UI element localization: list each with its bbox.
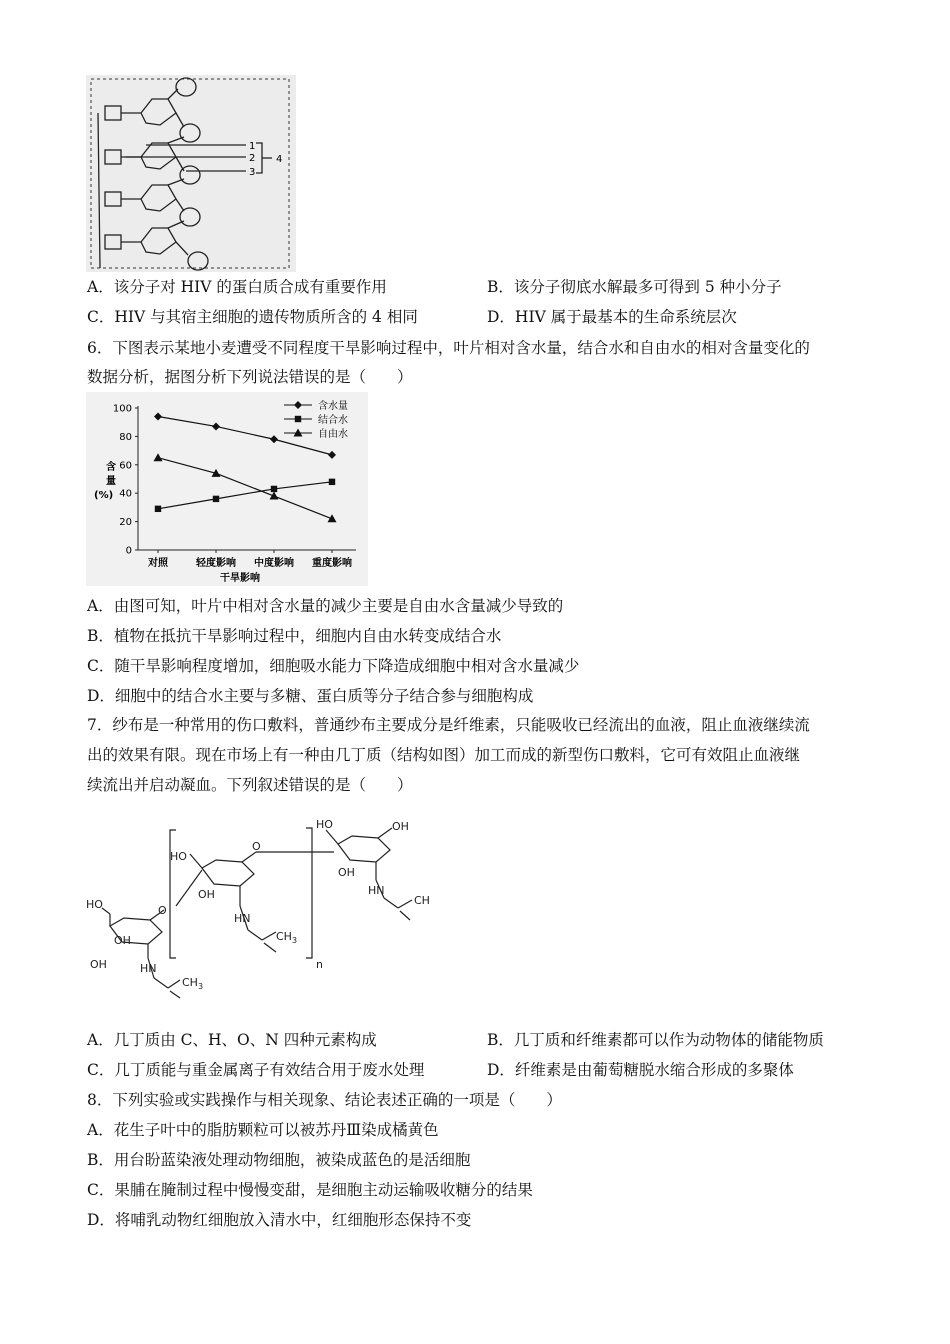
q7-option-b[interactable]: B．几丁质和纤维素都可以作为动物体的储能物质 (487, 1031, 824, 1049)
q7-option-c[interactable]: C．几丁质能与重金属离子有效结合用于废水处理 (87, 1061, 425, 1079)
legend-label: 含水量 (318, 401, 348, 412)
ho-label: HO (316, 818, 333, 831)
data-point (270, 492, 279, 500)
x-tick-label: 重度影响 (312, 558, 352, 569)
o-label: O (252, 840, 261, 853)
hn-label: HN (368, 884, 385, 897)
q5-option-d[interactable]: D．HIV 属于最基本的生命系统层次 (487, 308, 737, 326)
legend-label: 自由水 (318, 429, 348, 440)
q8-option-c[interactable]: C．果脯在腌制过程中慢慢变甜，是细胞主动运输吸收糖分的结果 (87, 1181, 533, 1199)
data-point (212, 422, 220, 430)
data-point (271, 486, 277, 492)
q6-stem-line-2: 数据分析，据图分析下列说法错误的是（ ） (87, 368, 413, 386)
legend-marker (294, 401, 302, 409)
q6-option-b[interactable]: B．植物在抵抗干旱影响过程中，细胞内自由水转变成结合水 (87, 627, 502, 645)
ch3-label: $CH_3$ (182, 976, 204, 991)
q5-option-a[interactable]: A．该分子对 HIV 的蛋白质合成有重要作用 (87, 278, 387, 296)
ho-label: HO (170, 850, 187, 863)
q7-stem-line-2: 出的效果有限。现在市场上有一种由几丁质（结构如图）加工而成的新型伤口敷料，它可有效阻止血液继 (87, 746, 801, 764)
oh-label: OH (338, 866, 355, 879)
x-tick-label: 轻度影响 (196, 558, 236, 569)
y-tick-label: 60 (119, 460, 132, 472)
series-line-3 (158, 458, 332, 519)
x-tick-label: 对照 (148, 558, 168, 569)
x-axis-title: 干旱影响 (220, 573, 260, 584)
chitin-structure-figure (80, 808, 450, 1013)
oh-label: OH (198, 888, 215, 901)
series-line-2 (158, 482, 332, 509)
q7-stem-line-1: 7．纱布是一种常用的伤口敷料，普通纱布主要成分是纤维素，只能吸收已经流出的血液，阻止血液继续流 (87, 716, 810, 734)
y-tick-label: 80 (119, 431, 132, 443)
label-2: 2 (249, 153, 256, 164)
q8-option-a[interactable]: A．花生子叶中的脂肪颗粒可以被苏丹Ⅲ染成橘黄色 (87, 1121, 439, 1139)
y-tick-label: 100 (112, 403, 132, 415)
q7-stem-line-3: 续流出并启动凝血。下列叙述错误的是（ ） (87, 776, 413, 794)
data-point (328, 514, 337, 522)
legend-marker (295, 416, 301, 422)
ho-label: HO (86, 898, 103, 911)
hn-label: HN (140, 962, 157, 975)
data-point (329, 479, 335, 485)
data-point (270, 435, 278, 443)
q7-option-a[interactable]: A．几丁质由 C、H、O、N 四种元素构成 (87, 1031, 377, 1049)
legend-label: 结合水 (318, 415, 348, 426)
label-4: 4 (276, 154, 283, 165)
label-3: 3 (249, 167, 256, 178)
q8-stem: 8．下列实验或实践操作与相关现象、结论表述正确的一项是（ ） (87, 1091, 562, 1109)
data-point (154, 453, 163, 461)
oh-label: OH (114, 934, 131, 947)
q6-option-a[interactable]: A．由图可知，叶片中相对含水量的减少主要是自由水含量减少导致的 (87, 597, 564, 615)
oh-label: OH (392, 820, 409, 833)
label-1: 1 (249, 141, 256, 152)
q6-stem-line-1: 6．下图表示某地小麦遭受不同程度干旱影响过程中，叶片相对含水量，结合水和自由水的相对含量变化的 (87, 339, 810, 357)
y-tick-label: 0 (125, 545, 132, 557)
series-line-1 (158, 417, 332, 455)
data-point (155, 506, 161, 512)
q8-option-d[interactable]: D．将哺乳动物红细胞放入清水中，红细胞形态保持不变 (87, 1211, 472, 1229)
ch-label: CH (414, 894, 430, 907)
data-point (213, 496, 219, 502)
water-content-chart (86, 392, 368, 586)
y-label-char-2: 量 (106, 476, 116, 487)
data-point (328, 451, 336, 459)
q8-option-b[interactable]: B．用台盼蓝染液处理动物细胞，被染成蓝色的是活细胞 (87, 1151, 471, 1169)
y-tick-label: 20 (119, 517, 132, 529)
q7-option-d[interactable]: D．纤维素是由葡萄糖脱水缩合形成的多聚体 (487, 1061, 794, 1079)
y-tick-label: 40 (119, 488, 132, 500)
hn-label: HN (234, 912, 251, 925)
y-label-unit: (%) (94, 490, 114, 501)
data-point (154, 413, 162, 421)
rna-structure-figure (86, 75, 296, 272)
o-label: O (158, 904, 167, 917)
x-tick-label: 中度影响 (254, 558, 294, 569)
ch3-label: $CH_3$ (276, 930, 298, 945)
oh-label: OH (90, 958, 107, 971)
q6-option-c[interactable]: C．随干旱影响程度增加，细胞吸水能力下降造成细胞中相对含水量减少 (87, 657, 580, 675)
q6-option-d[interactable]: D．细胞中的结合水主要与多糖、蛋白质等分子结合参与细胞构成 (87, 687, 534, 705)
q5-option-c[interactable]: C．HIV 与其宿主细胞的遗传物质所含的 4 相同 (87, 308, 418, 326)
n-subscript-label: n (316, 958, 323, 971)
y-label-char-1: 含 (106, 462, 116, 473)
q5-option-b[interactable]: B．该分子彻底水解最多可得到 5 种小分子 (487, 278, 782, 296)
